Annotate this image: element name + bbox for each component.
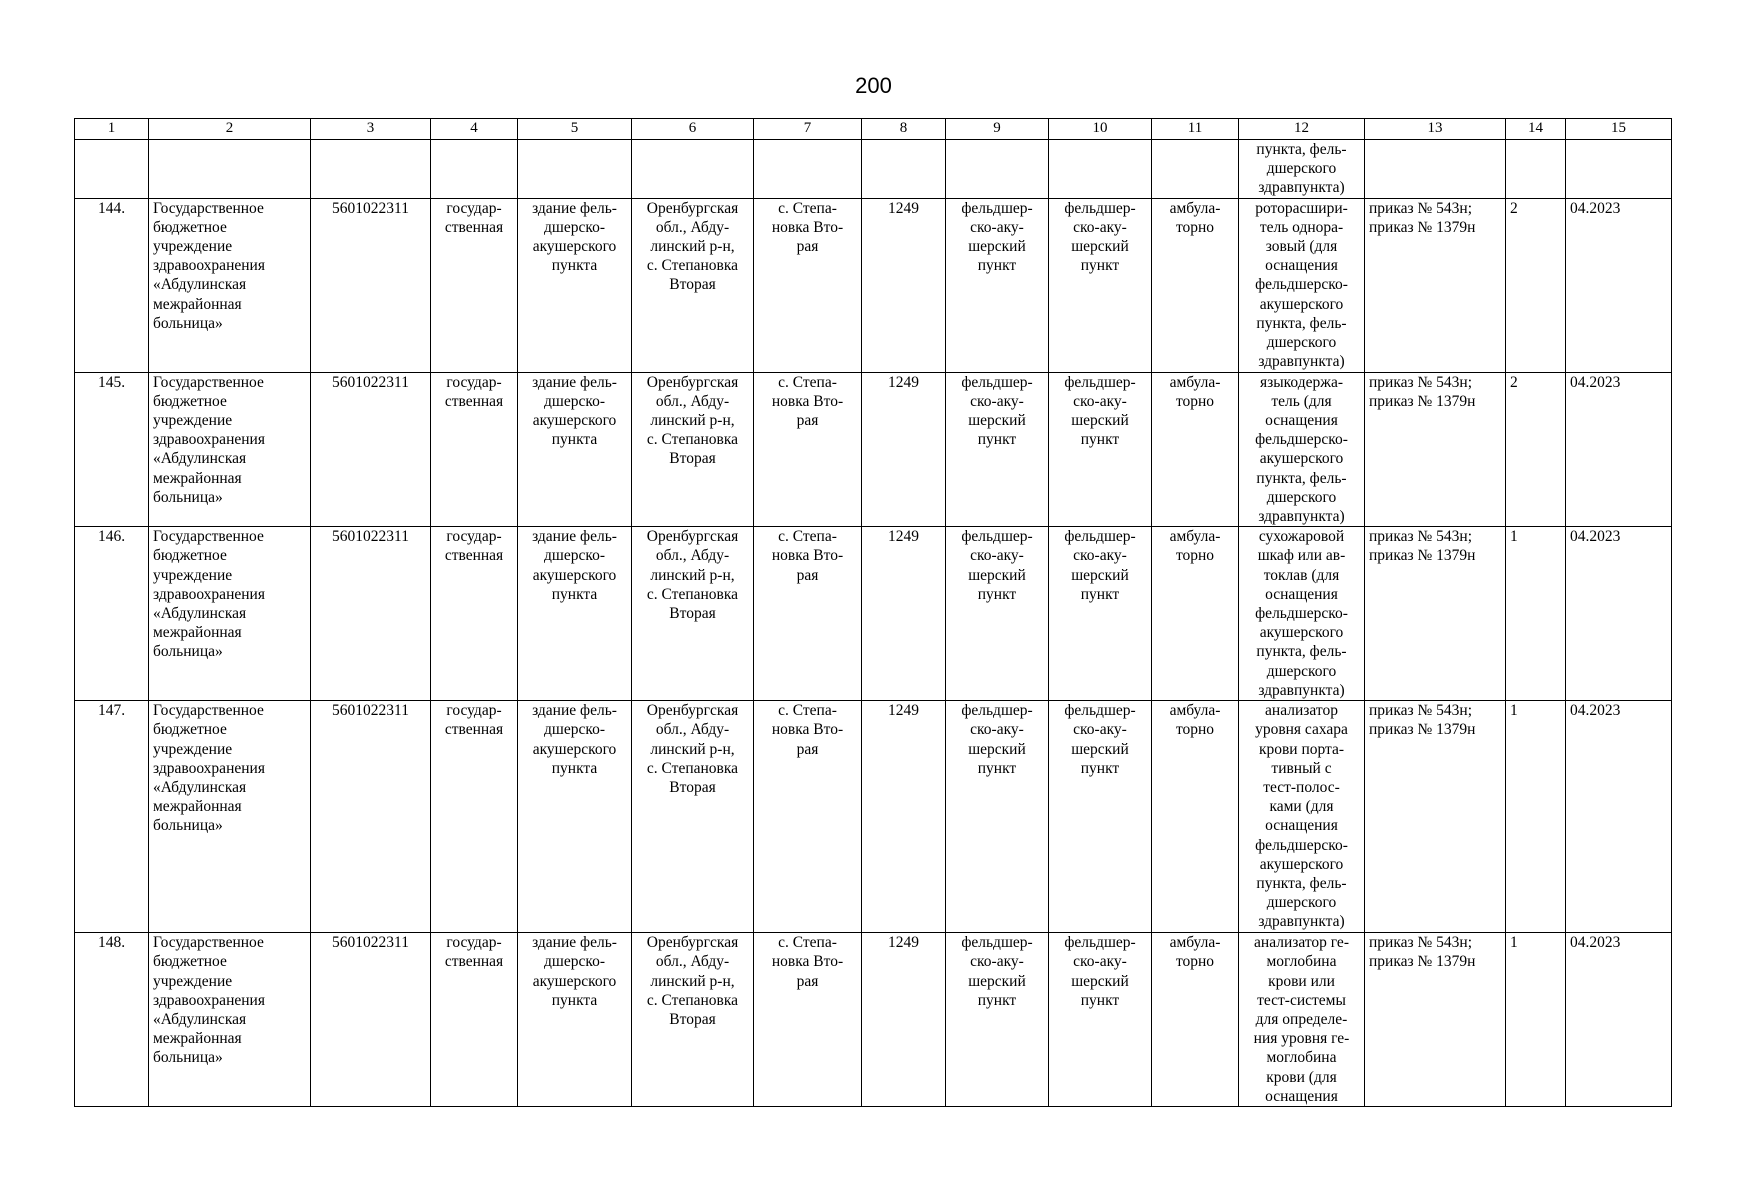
building-cell: здание фель- дшерско- акушерского пункта (532, 702, 617, 777)
unit-kind-cell: фельдшер- ско-аку- шерский пункт (1064, 528, 1136, 603)
row-number-cell: 144. (75, 198, 149, 372)
equipment-cell: анализатор ге- моглобина крови или тест-системы для определе- ния уровня ге- моглобина крови (для оснащения (1253, 934, 1350, 1105)
care-form-cell: амбула- торно (1169, 199, 1221, 236)
equipment-cell: пункта, фель- дшерского здравпункта) (1256, 141, 1347, 197)
row-number-cell: 148. (75, 933, 149, 1107)
address-cell: Оренбургская обл., Абду- линский р-н, с. Степановка Вторая (646, 934, 739, 1029)
care-form-cell: амбула- торно (1169, 702, 1221, 739)
unit-kind-cell: фельдшер- ско-аку- шерский пункт (1064, 702, 1136, 777)
equipment-cell: языкодержа- тель (для оснащения фельдшерско- акушерского пункта, фель- дшерского здравпункта) (1255, 373, 1348, 526)
locality-cell: с. Степа- новка Вто- рая (771, 373, 844, 430)
column-header: 2 (149, 119, 311, 140)
building-cell: здание фель- дшерско- акушерского пункта (532, 199, 617, 275)
unit-type-cell: фельдшер- ско-аку- шерский пункт (961, 528, 1033, 603)
equipment-table (74, 118, 1672, 1107)
column-header: 8 (862, 119, 946, 140)
quantity-cell: 2 (1506, 198, 1566, 372)
column-header: 4 (431, 119, 518, 140)
continuation-row (75, 140, 1672, 199)
column-header: 14 (1506, 119, 1566, 140)
address-cell: Оренбургская обл., Абду- линский р-н, с. Степановка Вторая (646, 528, 739, 623)
locality-cell: с. Степа- новка Вто- рая (771, 934, 844, 990)
unit-type-cell: фельдшер- ско-аку- шерский пункт (961, 373, 1033, 449)
unit-kind-cell: фельдшер- ско-аку- шерский пункт (1064, 373, 1136, 449)
locality-cell: с. Степа- новка Вто- рая (771, 702, 844, 758)
organization-cell: Государственное бюджетное учреждение здравоохранения «Абдулинская межрайонная больница» (149, 933, 311, 1107)
header-row (75, 119, 1672, 140)
row-number-cell: 147. (75, 701, 149, 933)
unit-type-cell: фельдшер- ско-аку- шерский пункт (961, 199, 1033, 275)
column-header: 7 (754, 119, 862, 140)
date-cell: 04.2023 (1566, 372, 1672, 527)
population-cell: 1249 (862, 527, 946, 701)
ownership-cell: государ- ственная (444, 934, 504, 971)
address-cell: Оренбургская обл., Абду- линский р-н, с. Степановка Вторая (646, 373, 739, 468)
organization-cell: Государственное бюджетное учреждение здравоохранения «Абдулинская межрайонная больница» (149, 198, 311, 372)
inn-cell: 5601022311 (311, 527, 431, 701)
locality-cell: с. Степа- новка Вто- рая (771, 199, 844, 256)
ownership-cell: государ- ственная (444, 199, 504, 236)
column-header: 6 (632, 119, 754, 140)
date-cell: 04.2023 (1566, 933, 1672, 1107)
population-cell: 1249 (862, 198, 946, 372)
order-cell: приказ № 543н; приказ № 1379н (1369, 199, 1476, 236)
table-row (75, 198, 1672, 372)
address-cell: Оренбургская обл., Абду- линский р-н, с. Степановка Вторая (646, 702, 739, 797)
ownership-cell: государ- ственная (444, 528, 504, 565)
care-form-cell: амбула- торно (1169, 528, 1221, 565)
column-header: 5 (518, 119, 632, 140)
column-header: 12 (1239, 119, 1365, 140)
unit-kind-cell: фельдшер- ско-аку- шерский пункт (1064, 934, 1136, 1009)
building-cell: здание фель- дшерско- акушерского пункта (532, 934, 617, 1009)
column-header: 15 (1566, 119, 1672, 140)
organization-cell: Государственное бюджетное учреждение здравоохранения «Абдулинская межрайонная больница» (149, 701, 311, 933)
table-row (75, 933, 1672, 1107)
date-cell: 04.2023 (1566, 527, 1672, 701)
unit-kind-cell: фельдшер- ско-аку- шерский пункт (1064, 199, 1136, 275)
row-number-cell: 145. (75, 372, 149, 527)
column-header: 1 (75, 119, 149, 140)
quantity-cell: 1 (1506, 527, 1566, 701)
organization-cell: Государственное бюджетное учреждение здравоохранения «Абдулинская межрайонная больница» (149, 527, 311, 701)
equipment-cell: сухожаровой шкаф или ав- токлав (для оснащения фельдшерско- акушерского пункта, фель- дшерского здравпункта) (1255, 528, 1348, 699)
order-cell: приказ № 543н; приказ № 1379н (1369, 702, 1476, 739)
inn-cell: 5601022311 (311, 701, 431, 933)
population-cell: 1249 (862, 701, 946, 933)
quantity-cell: 1 (1506, 933, 1566, 1107)
building-cell: здание фель- дшерско- акушерского пункта (532, 373, 617, 449)
order-cell: приказ № 543н; приказ № 1379н (1369, 934, 1476, 971)
care-form-cell: амбула- торно (1169, 373, 1221, 410)
page-number: 200 (855, 73, 892, 98)
order-cell: приказ № 543н; приказ № 1379н (1369, 373, 1476, 410)
column-header: 11 (1152, 119, 1239, 140)
row-number-cell: 146. (75, 527, 149, 701)
column-header: 13 (1365, 119, 1506, 140)
address-cell: Оренбургская обл., Абду- линский р-н, с. Степановка Вторая (646, 199, 739, 294)
ownership-cell: государ- ственная (444, 702, 504, 739)
column-header: 9 (946, 119, 1049, 140)
table-row (75, 701, 1672, 933)
quantity-cell: 2 (1506, 372, 1566, 527)
population-cell: 1249 (862, 372, 946, 527)
inn-cell: 5601022311 (311, 372, 431, 527)
date-cell: 04.2023 (1566, 198, 1672, 372)
ownership-cell: государ- ственная (444, 373, 504, 410)
inn-cell: 5601022311 (311, 198, 431, 372)
column-header: 10 (1049, 119, 1152, 140)
building-cell: здание фель- дшерско- акушерского пункта (532, 528, 617, 603)
population-cell: 1249 (862, 933, 946, 1107)
equipment-cell: роторасшири- тель однора- зовый (для оснащения фельдшерско- акушерского пункта, фель- дшерского здравпункта) (1255, 199, 1348, 371)
table-row (75, 372, 1672, 527)
table-row (75, 527, 1672, 701)
unit-type-cell: фельдшер- ско-аку- шерский пункт (961, 934, 1033, 1009)
order-cell: приказ № 543н; приказ № 1379н (1369, 528, 1476, 565)
date-cell: 04.2023 (1566, 701, 1672, 933)
inn-cell: 5601022311 (311, 933, 431, 1107)
equipment-cell: анализатор уровня сахара крови порта- тивный с тест-полос- ками (для оснащения фельдшерско- акушерского пункта, фель- дшерского здравпункта) (1255, 702, 1348, 931)
column-header: 3 (311, 119, 431, 140)
organization-cell: Государственное бюджетное учреждение здравоохранения «Абдулинская межрайонная больница» (149, 372, 311, 527)
unit-type-cell: фельдшер- ско-аку- шерский пункт (961, 702, 1033, 777)
locality-cell: с. Степа- новка Вто- рая (771, 528, 844, 584)
quantity-cell: 1 (1506, 701, 1566, 933)
care-form-cell: амбула- торно (1169, 934, 1221, 971)
